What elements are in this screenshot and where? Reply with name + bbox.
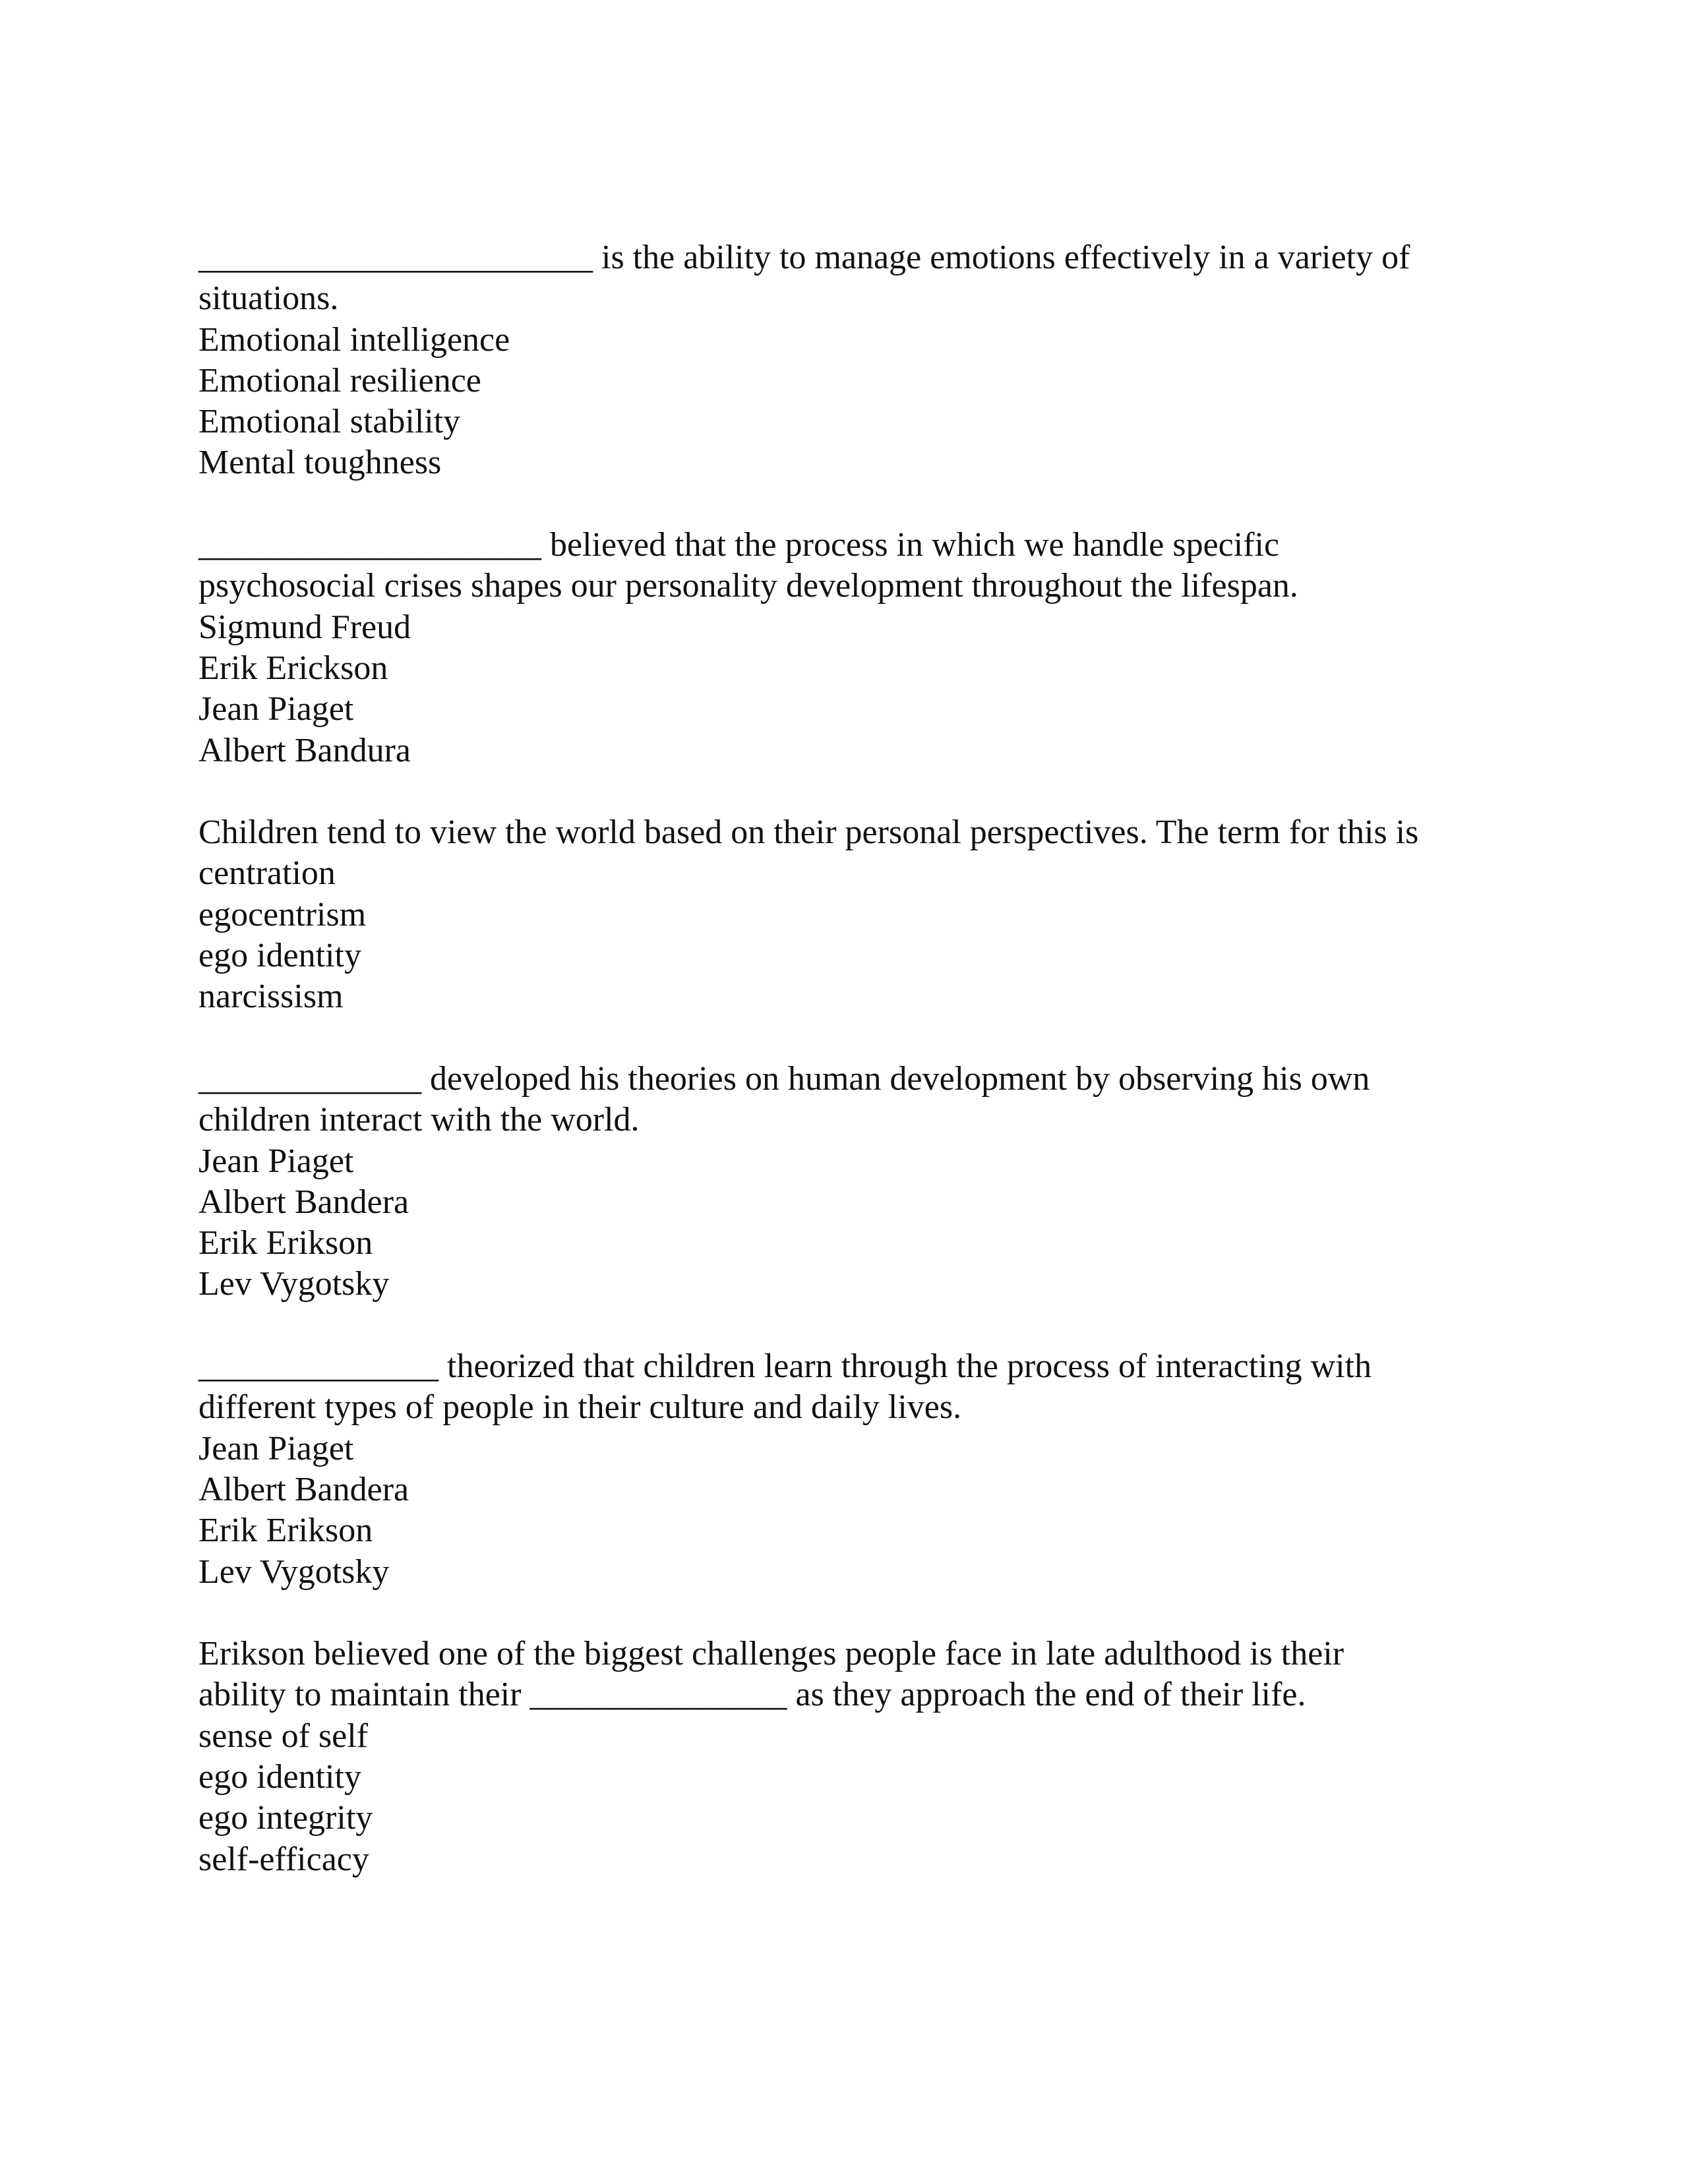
answer-option: Erik Erickson xyxy=(198,649,388,687)
question-stem-line: _____________ developed his theories on human development by observing his own xyxy=(198,1059,1370,1098)
question-stem-line: ______________ theorized that children learn through the process of interacting with xyxy=(198,1347,1372,1386)
answer-option: narcissism xyxy=(198,978,344,1016)
question-stem-line: ability to maintain their _______________ as they approach the end of their life. xyxy=(198,1676,1306,1714)
answer-option: Sigmund Freud xyxy=(198,608,411,646)
answer-option: Jean Piaget xyxy=(198,1429,354,1467)
question-stem-line: children interact with the world. xyxy=(198,1101,640,1139)
question-2 xyxy=(198,525,1517,771)
question-stem-line: Erikson believed one of the biggest challenges people face in late adulthood is their xyxy=(198,1635,1344,1673)
question-stem-line: situations. xyxy=(198,280,339,318)
answer-option: Jean Piaget xyxy=(198,690,354,728)
question-stem-line: psychosocial crises shapes our personality development throughout the lifespan. xyxy=(198,567,1298,605)
question-stem-line: Children tend to view the world based on their personal perspectives. The term for this is xyxy=(198,813,1419,852)
question-stem-line: ____________________ believed that the process in which we handle specific xyxy=(198,526,1280,564)
answer-option: ego integrity xyxy=(198,1799,373,1837)
answer-option: Albert Bandura xyxy=(198,731,411,769)
answer-option: Emotional resilience xyxy=(198,361,481,399)
answer-option: Albert Bandera xyxy=(198,1470,409,1508)
answer-option: Lev Vygotsky xyxy=(198,1552,390,1591)
answer-option: Albert Bandera xyxy=(198,1183,409,1221)
question-1 xyxy=(198,237,1517,484)
answer-option: ego identity xyxy=(198,1757,361,1796)
question-4 xyxy=(198,1059,1517,1305)
answer-option: ego identity xyxy=(198,937,361,975)
question-stem-line: different types of people in their culture and daily lives. xyxy=(198,1388,962,1427)
question-3 xyxy=(198,812,1517,1017)
answer-option: self-efficacy xyxy=(198,1840,369,1878)
answer-option: Lev Vygotsky xyxy=(198,1265,390,1303)
answer-option: Erik Erikson xyxy=(198,1224,373,1262)
answer-option: Mental toughness xyxy=(198,444,442,482)
answer-option: Jean Piaget xyxy=(198,1142,354,1180)
answer-option: Erik Erikson xyxy=(198,1512,373,1550)
question-stem-line: _______________________ is the ability to manage emotions effectively in a variety of xyxy=(198,239,1410,276)
question-6 xyxy=(198,1634,1517,1880)
answer-option: centration xyxy=(198,854,336,893)
answer-option: Emotional stability xyxy=(198,403,461,441)
answer-option: sense of self xyxy=(198,1717,369,1755)
answer-option: egocentrism xyxy=(198,895,367,933)
quiz-content xyxy=(198,237,1517,1921)
answer-option: Emotional intelligence xyxy=(198,320,510,359)
question-5 xyxy=(198,1346,1517,1593)
